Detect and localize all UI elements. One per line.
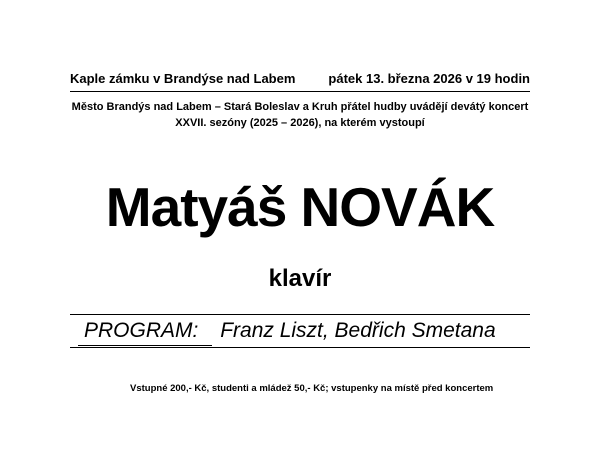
performer-instrument: klavír: [268, 265, 332, 292]
ticket-info: Vstupné 200,- Kč, studenti a mládež 50,- Kč; vstupenky na místě před koncertem: [130, 383, 494, 394]
performer-name: Matyáš NOVÁK: [105, 176, 495, 238]
program-label: PROGRAM:: [78, 317, 212, 346]
intro-text: [40, 99, 560, 131]
program-divider-top: [70, 314, 530, 315]
venue-text: Kaple zámku v Brandýse nad Labem: [70, 71, 296, 86]
datetime-text: pátek 13. března 2026 v 19 hodin: [328, 71, 530, 86]
program-divider-bottom: [70, 347, 530, 348]
program-section: [78, 317, 496, 346]
header-row: [70, 69, 530, 92]
intro-line-1: Město Brandýs nad Labem – Stará Boleslav a Kruh přátel hudby uvádějí devátý koncert: [71, 101, 529, 113]
program-composers: Franz Liszt, Bedřich Smetana: [220, 319, 496, 342]
intro-line-2: XXVII. sezóny (2025 – 2026), na kterém vystoupí: [175, 117, 425, 129]
